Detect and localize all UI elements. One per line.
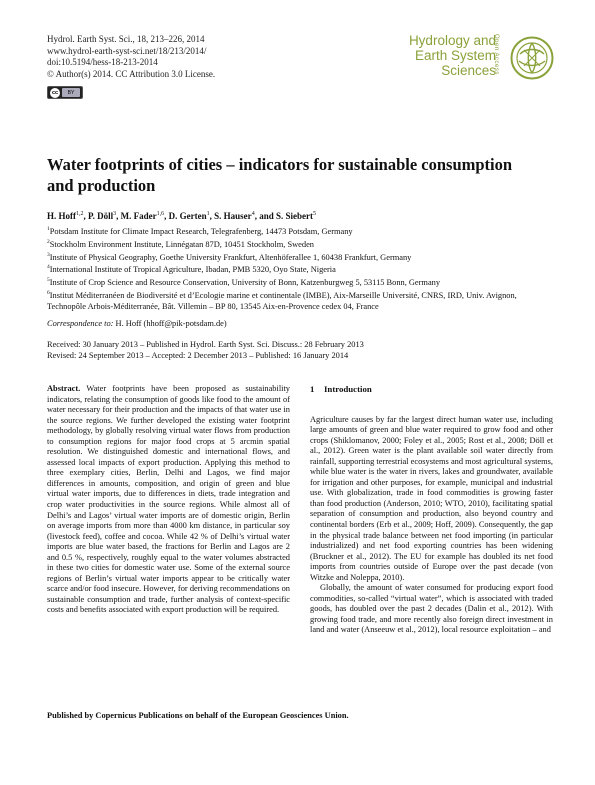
cc-badge-left: cc: [51, 89, 59, 96]
citation: Hydrol. Earth Syst. Sci., 18, 213–226, 2014: [47, 34, 205, 44]
correspondence-email[interactable]: H. Hoff (hhoff@pik-potsdam.de): [113, 319, 227, 328]
abstract-text: Water footprints have been proposed as sustainability indicators, relating the consumption of goods like food to the amount of water necessary for their production and the impacts of that water use in the source regions. We further developed the existing water footprint methodology, by globally resolving virtual water flows from production to consumption regions for major food crops at 5 arcmin spatial resolution. We distinguished domestic and international flows, and assessed local impacts of export production. Applying this method to three exemplary cities, Berlin, Delhi and Lagos, we find major differences in amounts, composition, and origin of green and blue virtual water imports, due to differences in diets, trade integration and crop water productivities in the source regions. While almost all of Delhi’s and Lagos’ virtual water imports are of domestic origin, Berlin on average imports from more than 4000 km distance, in particular soy (livestock feed), coffee and cocoa. While 42 % of Delhi’s virtual water imports are blue water based, the fractions for Berlin and Lagos are 2 and 0.5 %, respectively, roughly equal to the water volumes abstracted in these two cities for domestic water use. Some of the external source regions of Berlin’s virtual water imports appear to be critically water scarce and/or food insecure. However, for deriving recommendations on sustainable consumption and trade, further analysis of context-specific costs and benefits associated with export production will be required.: [47, 384, 290, 615]
affiliations: [47, 224, 557, 312]
citation-block: [47, 34, 215, 80]
dates-line2: Revised: 24 September 2013 – Accepted: 2 December 2013 – Published: 16 January 2014: [47, 351, 349, 360]
publication-dates: [47, 339, 364, 361]
title-line2: and production: [47, 176, 156, 195]
journal-name-line1: Hydrology and: [408, 33, 496, 48]
section-number: 1: [310, 384, 315, 394]
author: S. Siebert$^5$: [275, 211, 316, 221]
section-heading: [310, 384, 553, 395]
affiliation: $^2$Stockholm Environment Institute, Linnégatan 87D, 10451 Stockholm, Sweden: [47, 238, 314, 249]
author-list: [47, 209, 316, 222]
abstract-paragraph: [47, 384, 290, 616]
dates-line1: Received: 30 January 2013 – Published in Hydrol. Earth Syst. Sci. Discuss.: 28 February 2013: [47, 340, 364, 349]
affiliation: $^1$Potsdam Institute for Climate Impact Research, Telegrafenberg, 14473 Potsdam, Germany: [47, 226, 353, 236]
abstract-label: Abstract.: [47, 384, 81, 393]
correspondence-label: Correspondence to:: [47, 319, 114, 328]
license: © Author(s) 2014. CC Attribution 3.0 License.: [47, 68, 216, 79]
egu-globe-logo-icon: [510, 36, 554, 80]
affiliation: $^5$Institute of Crop Science and Resource Conservation, University of Bonn, Katzenburgweg 5, 53115 Bonn, Germany: [47, 277, 441, 287]
author: H. Hoff$^{1,2}$,: [47, 211, 88, 221]
journal-name-line3: Sciences: [441, 63, 496, 78]
open-access-label: Open Access: [493, 34, 499, 75]
author: S. Hauser$^4$, and: [214, 211, 276, 221]
intro-paragraph-2: Globally, the amount of water consumed for producing export food commodities, so-called “virtual water”, which is associated with traded goods, has doubled over the past 2 decades (Dalin et al., 2012). With growing food trade, and more recently also foreign direct investment in land and water (Anseeuw et al., 2012), local resource exploitation – and: [310, 583, 553, 635]
publisher-footer: Published by Copernicus Publications on behalf of the European Geosciences Union.: [47, 711, 349, 720]
affiliation: $^4$International Institute of Tropical Agriculture, Ibadan, PMB 5320, Oyo State, Nigeria: [47, 264, 336, 275]
introduction: [310, 384, 553, 636]
section-title: Introduction: [324, 384, 372, 394]
article-url[interactable]: www.hydrol-earth-syst-sci.net/18/213/2014/: [47, 45, 207, 56]
title-line1: Water footprints of cities – indicators for sustainable consumption: [47, 155, 513, 174]
journal-name: [336, 33, 496, 78]
abstract: [47, 384, 290, 616]
affiliation: $^3$Institute of Physical Geography, Goethe University Frankfurt, Altenhöferallee 1, 60438 Frankfurt, Germany: [47, 251, 412, 262]
author: D. Gerten$^1$,: [168, 211, 215, 221]
doi[interactable]: doi:10.5194/hess-18-213-2014: [47, 57, 158, 68]
article-title: [47, 154, 557, 196]
author: M. Fader$^{1,6}$,: [120, 211, 169, 221]
cc-license-badge-icon[interactable]: [47, 86, 83, 99]
cc-badge-right: BY: [62, 88, 80, 97]
correspondence: [47, 319, 227, 328]
affiliation: $^6$Institut Méditerranéen de Biodiversité et d’Ecologie marine et continentale (IMBE), Aix-Marseille Université, CNRS, IRD, Univ. Avignon, Technopôle Arbois-Méditerranée, Bât. Villemin – BP 80, 13545 Aix-en-Provence cedex 04, France: [47, 289, 517, 311]
intro-paragraph-1: Agriculture causes by far the largest direct human water use, including large amounts of green and blue water required to grow food and other crops (Shiklomanov, 2000; Foley et al., 2005; Rost et al., 2008; Döll et al., 2012). Green water is the plant available soil water directly from rainfall, supporting terrestrial ecosystems and most agricultural systems, while blue water is the water in rivers, lakes and groundwater, available for irrigation and other purposes, for example, municipal and industrial use. With globalization, trade in food commodities is growing faster than food production (Anderson, 2010; WTO, 2010), facilitating spatial separation of consumption and production, also beyond country and continental borders (Erb et al., 2009; Hoff, 2009). Consequently, the gap in the physical trade balance between net food importing (in particular industrialized) and net food exporting countries has been widening (Bruckner et al., 2012). The EU for example has doubled its net food imports from countries outside of Europe over the past decade (von Witzke and Noleppa, 2010).: [310, 414, 553, 582]
journal-name-line2: Earth System: [414, 48, 496, 63]
author: P. Döll$^3$,: [88, 211, 121, 221]
